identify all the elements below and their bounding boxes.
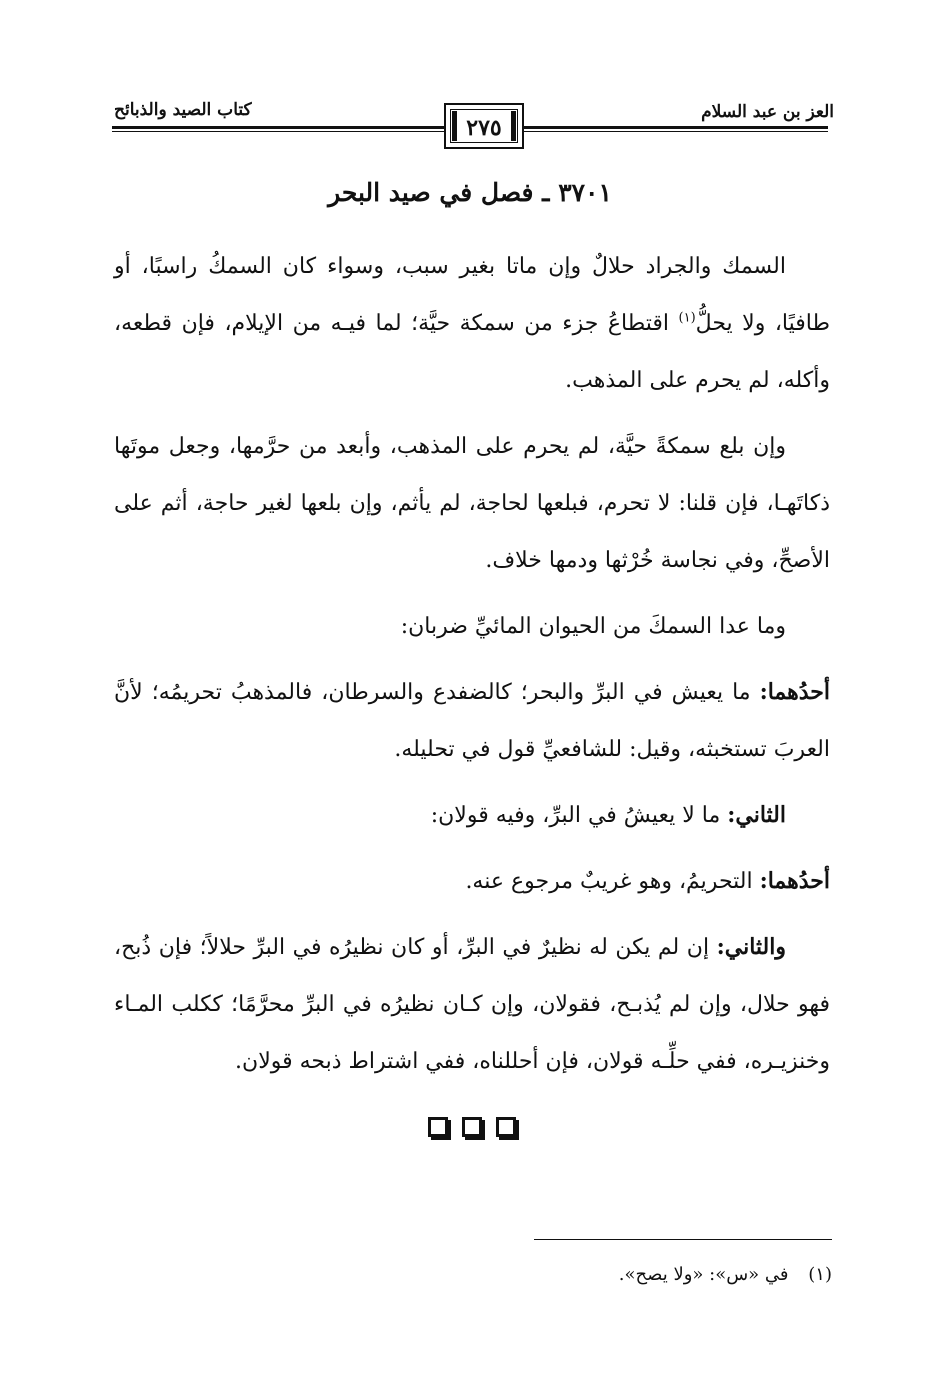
body-text	[114, 238, 830, 1099]
page-number-frame	[444, 103, 524, 149]
paragraph-2	[114, 418, 830, 589]
paragraph-lead: الثاني:	[727, 802, 786, 828]
running-header-section: كتاب الصيد والذبائح	[114, 100, 252, 120]
ornament-square-icon	[428, 1117, 448, 1137]
paragraph-text: ما لا يعيشُ في البرِّ، وفيه قولان:	[430, 803, 728, 828]
running-header-author: العز بن عبد السلام	[701, 102, 834, 122]
paragraph-lead: أحدُهما:	[759, 868, 830, 894]
paragraph-3	[114, 598, 830, 655]
ornament-square-icon	[462, 1117, 482, 1137]
paragraph-text: اقتطاعُ جزء من سمكة حيَّة؛ لما فيـه من الإيلام، فإن قطعه، وأكله، لم يحرم على المذهب.	[114, 311, 830, 393]
footnote-text: في «س»: «ولا يصح».	[618, 1264, 789, 1285]
paragraph-text: وما عدا السمكَ من الحيوان المائيِّ ضربان:	[400, 614, 786, 639]
footnote	[116, 1264, 832, 1285]
paragraph-text: السمك والجراد حلالٌ وإن ماتا بغير سبب، وسواء كان السمكُ راسبًا، أو طافيًا، ولا يحلُّ	[114, 254, 831, 336]
paragraph-1	[114, 238, 830, 409]
ornament-square-icon	[496, 1117, 516, 1137]
footnote-separator	[534, 1239, 832, 1240]
paragraph-text: التحريمُ، وهو غريبٌ مرجوع عنه.	[465, 869, 760, 894]
paragraph-5	[114, 787, 830, 844]
paragraph-4	[114, 664, 830, 778]
paragraph-text: وإن بلع سمكةً حيَّة، لم يحرم على المذهب، وأبعد من حرَّمها، وجعل موتَها ذكاتَهـا، فإن قلنا: لا تحرم، فبلعها لحاجة، لم يأثم، وإن بلعها لغير حاجة، أثم على الأصحِّ، وفي نجاسة خُرْثها ودمها خلاف.	[114, 434, 830, 573]
paragraph-text: إن لم يكن له نظيرٌ في البرِّ، أو كان نظيرُه في البرِّ حلالاً؛ فإن ذُبح، فهو حلال، وإن لم يُذبـح، فقولان، وإن كـان نظيرُه في البرِّ محرَّمًا؛ ككلب المـاء وخنزيـره، ففي حلِّـه قولان، فإن أحللناه، ففي اشتراط ذبحه قولان.	[114, 935, 830, 1074]
paragraph-7	[114, 919, 830, 1090]
section-title: ٣٧٠١ ـ فصل في صيد البحر	[328, 178, 612, 207]
section-end-ornament	[428, 1117, 520, 1141]
paragraph-lead: أحدُهما:	[759, 679, 830, 705]
paragraph-lead: والثاني:	[716, 934, 786, 960]
footnote-number: (١)	[808, 1264, 832, 1285]
paragraph-text: ما يعيش في البرِّ والبحر؛ كالضفدع والسرطان، فالمذهبُ تحريمُه؛ لأنَّ العربَ تستخبثه، وقيل: للشافعيِّ قول في تحليله.	[114, 680, 830, 762]
page-number: ٢٧٥	[466, 115, 502, 141]
paragraph-6	[114, 853, 830, 910]
footnote-reference: (١)	[678, 310, 696, 326]
